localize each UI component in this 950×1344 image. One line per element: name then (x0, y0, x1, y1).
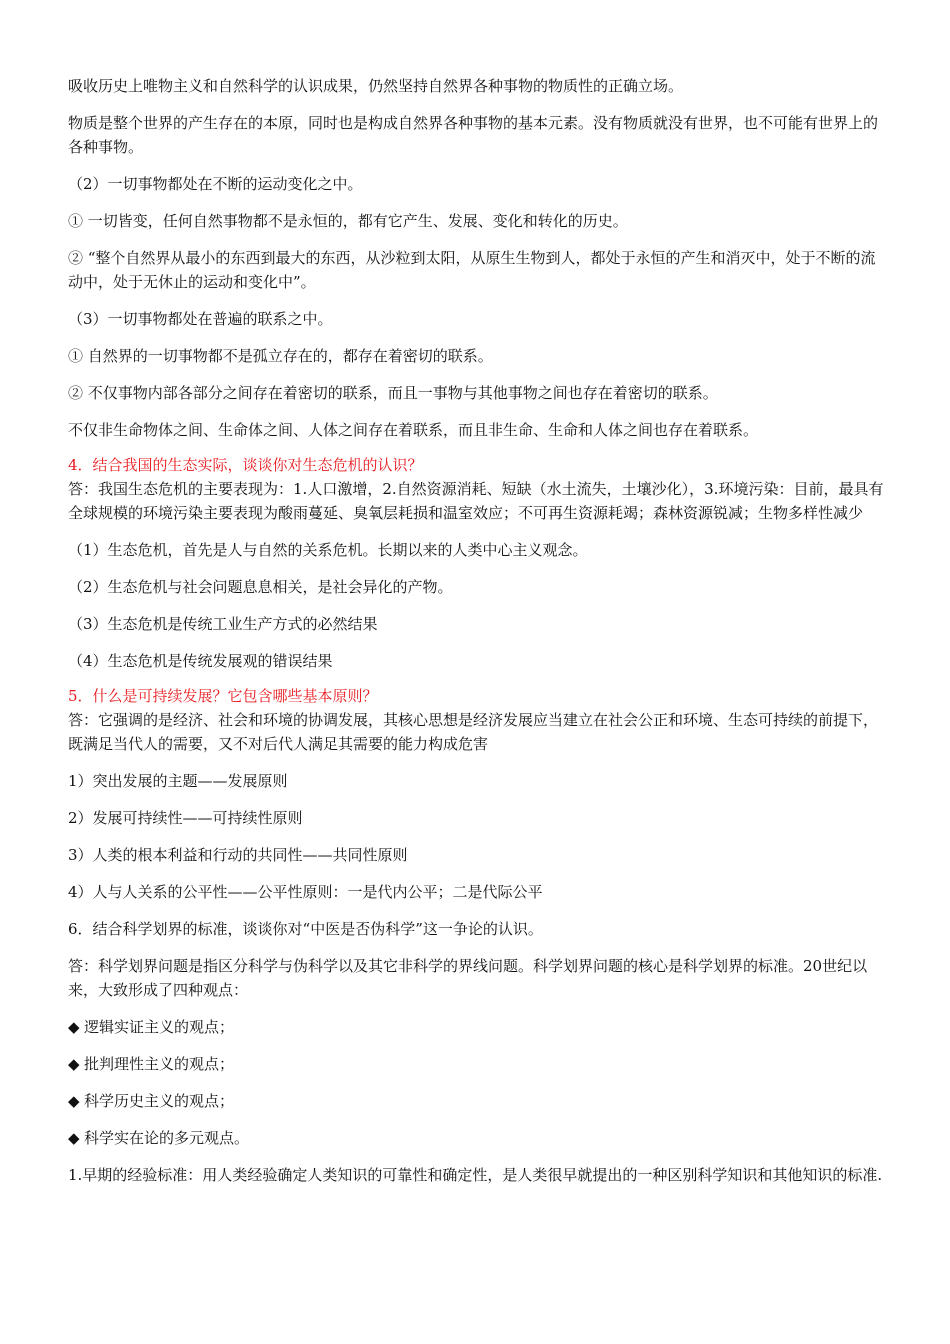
question-heading: 4．结合我国的生态实际，谈谈你对生态危机的认识？ (68, 456, 423, 474)
paragraph: 物质是整个世界的产生存在的本原，同时也是构成自然界各种事物的基本元素。没有物质就没有世界，也不可能有世界上的各种事物。 (68, 114, 879, 156)
bullet-item (68, 1015, 890, 1039)
bullet-text: 逻辑实证主义的观点； (84, 1018, 235, 1036)
diamond-bullet-icon: ◆ (68, 1055, 80, 1073)
bullet-text: 科学历史主义的观点； (84, 1092, 235, 1110)
list-item: （4）生态危机是传统发展观的错误结果 (68, 652, 333, 670)
bullet-item (68, 1052, 890, 1076)
diamond-bullet-icon: ◆ (68, 1129, 80, 1147)
paragraph: ① 自然界的一切事物都不是孤立存在的，都存在着密切的联系。 (68, 347, 493, 365)
bullet-item (68, 1126, 890, 1150)
diamond-bullet-icon: ◆ (68, 1018, 80, 1036)
paragraph: ② “整个自然界从最小的东西到最大的东西，从沙粒到太阳，从原生生物到人，都处于永恒的产生和消灭中，处于不断的流动中，处于无休止的运动和变化中”。 (68, 249, 876, 291)
subsection-heading: （3）一切事物都处在普遍的联系之中。 (68, 310, 333, 328)
diamond-bullet-icon: ◆ (68, 1092, 80, 1110)
paragraph: ① 一切皆变，任何自然事物都不是永恒的，都有它产生、发展、变化和转化的历史。 (68, 212, 628, 230)
list-item: 3）人类的根本利益和行动的共同性——共同性原则 (68, 846, 408, 864)
bullet-item (68, 1089, 890, 1113)
document-page (68, 74, 890, 1187)
bullet-text: 批判理性主义的观点； (84, 1055, 235, 1073)
paragraph: 不仅非生命物体之间、生命体之间、人体之间存在着联系，而且非生命、生命和人体之间也存在着联系。 (68, 421, 759, 439)
answer-paragraph: 答：它强调的是经济、社会和环境的协调发展，其核心思想是经济发展应当建立在社会公正和环境、生态可持续的前提下，既满足当代人的需要，又不对后代人满足其需要的能力构成危害 (68, 711, 879, 753)
list-item: （3）生态危机是传统工业生产方式的必然结果 (68, 615, 378, 633)
question-heading: 6．结合科学划界的标准，谈谈你对“中医是否伪科学”这一争论的认识。 (68, 920, 543, 938)
paragraph: 吸收历史上唯物主义和自然科学的认识成果，仍然坚持自然界各种事物的物质性的正确立场。 (68, 77, 684, 95)
answer-paragraph: 答：科学划界问题是指区分科学与伪科学以及其它非科学的界线问题。科学划界问题的核心是科学划界的标准。20世纪以来，大致形成了四种观点： (68, 957, 868, 999)
list-item: 2）发展可持续性——可持续性原则 (68, 809, 303, 827)
subsection-heading: （2）一切事物都处在不断的运动变化之中。 (68, 175, 363, 193)
paragraph: ② 不仅事物内部各部分之间存在着密切的联系，而且一事物与其他事物之间也存在着密切的联系。 (68, 384, 718, 402)
list-item: 1）突出发展的主题——发展原则 (68, 772, 288, 790)
paragraph: 1.早期的经验标准：用人类经验确定人类知识的可靠性和确定性，是人类很早就提出的一种区别科学知识和其他知识的标准. (68, 1166, 883, 1184)
list-item: （2）生态危机与社会问题息息相关，是社会异化的产物。 (68, 578, 453, 596)
answer-paragraph: 答：我国生态危机的主要表现为：1.人口激增，2.自然资源消耗、短缺（水土流失，土壤沙化），3.环境污染：目前，最具有全球规模的环境污染主要表现为酸雨蔓延、臭氧层耗损和温室效应；不可再生资源耗竭；森林资源锐减；生物多样性减少 (68, 480, 884, 522)
question-heading: 5．什么是可持续发展？它包含哪些基本原则？ (68, 687, 378, 705)
list-item: （1）生态危机，首先是人与自然的关系危机。长期以来的人类中心主义观念。 (68, 541, 588, 559)
list-item: 4）人与人关系的公平性——公平性原则：一是代内公平；二是代际公平 (68, 883, 543, 901)
bullet-text: 科学实在论的多元观点。 (84, 1129, 250, 1147)
